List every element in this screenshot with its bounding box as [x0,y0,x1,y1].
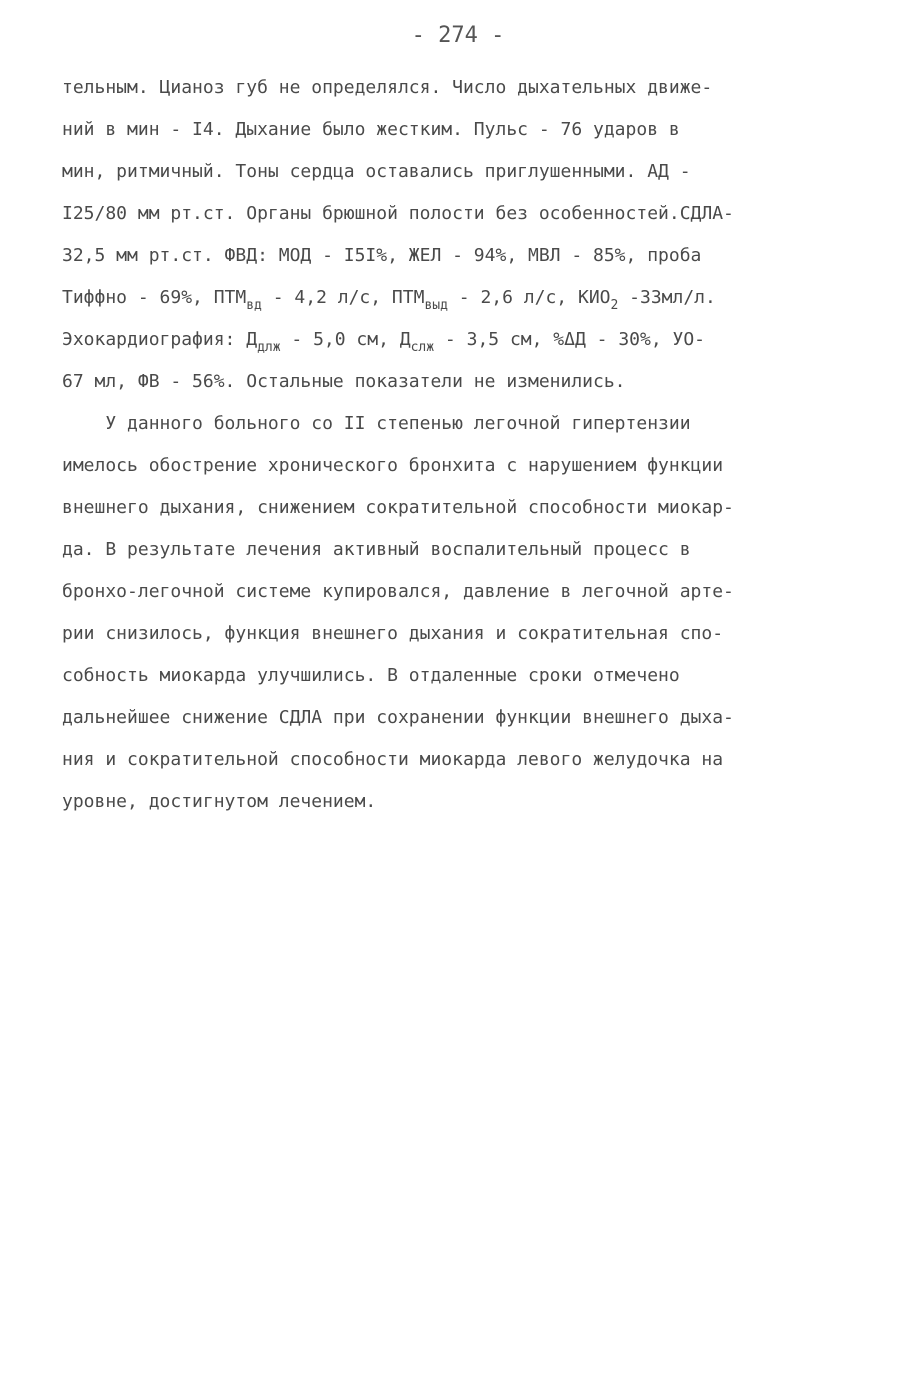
text-segment: Тиффно - 69%, ПТМ [62,287,247,308]
text-line: уровне, достигнутом лечением. [62,791,377,812]
text-segment: -33мл/л. [618,287,716,308]
subscript: слж [410,340,435,355]
text-line: дальнейшее снижение СДЛА при сохранении функции внешнего дыха- [62,707,734,728]
text-line: I25/80 мм рт.ст. Органы брюшной полости без особенностей.СДЛА- [62,203,734,224]
text-line: мин, ритмичный. Тоны сердца оставались приглушенными. АД - [62,161,691,182]
text-line: ний в мин - I4. Дыхание было жестким. Пульс - 76 ударов в [62,119,680,140]
text-line: У данного больного со II степенью легочной гипертензии [62,413,691,434]
text-line: тельным. Цианоз губ не определялся. Число дыхательных движе- [62,77,713,98]
text-line: имелось обострение хронического бронхита с нарушением функции [62,455,724,476]
text-segment: - 2,6 л/с, КИО [447,287,611,308]
subscript: выд [424,298,448,313]
text-line: 67 мл, ФВ - 56%. Остальные показатели не изменились. [62,371,626,392]
text-segment: - 4,2 л/с, ПТМ [261,287,425,308]
text-line: да. В результате лечения активный воспалительный процесс в [62,539,691,560]
subscript: 2 [610,298,619,313]
text-line-with-subscripts [62,326,705,354]
text-line: бронхо-легочной системе купировался, давление в легочной арте- [62,581,734,602]
subscript: длж [257,340,281,355]
text-line: рии снизилось, функция внешнего дыхания и сократительная спо- [62,623,724,644]
text-segment: Эхокардиография: Д [62,329,258,350]
text-segment: - 3,5 см, %ΔД - 30%, УО- [434,329,706,350]
text-line: внешнего дыхания, снижением сократительной способности миокар- [62,497,734,518]
text-segment: - 5,0 см, Д [280,329,411,350]
text-line: 32,5 мм рт.ст. ФВД: МОД - I5I%, ЖЕЛ - 94%, МВЛ - 85%, проба [62,245,702,266]
text-line: ния и сократительной способности миокарда левого желудочка на [62,749,724,770]
text-line: собность миокарда улучшились. В отдаленные сроки отмечено [62,665,680,686]
text-line-with-subscripts [62,284,716,312]
subscript: вд [246,298,262,313]
page-number: - 274 - [411,23,505,48]
